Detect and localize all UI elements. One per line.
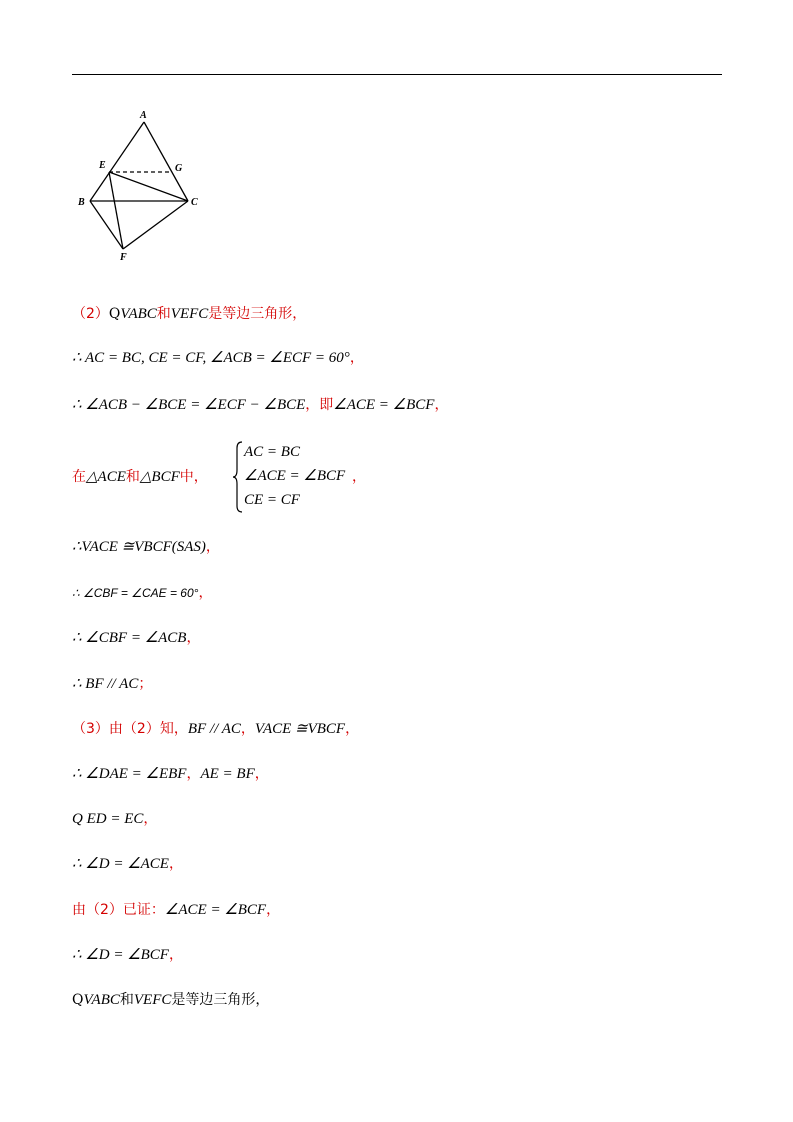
segment-EF — [109, 172, 123, 249]
label-F: F — [120, 252, 127, 263]
line-cbf-acb: ∴ ∠CBF = ∠ACB， — [72, 630, 201, 646]
line-ed-ec: Q ED = EC， — [72, 811, 158, 827]
segment-AC — [144, 122, 188, 201]
system-row-2: ∠ACE = ∠BCF — [244, 468, 346, 484]
label-B: B — [78, 197, 85, 208]
label-A: A — [140, 110, 147, 121]
geometry-figure — [72, 104, 212, 266]
label-G: G — [175, 163, 183, 174]
line-angle-60: ∴ ∠CBF = ∠CAE = 60°， — [72, 585, 213, 601]
line-part3-given: （3）由（2）知，BF // AC，VACE ≅VBCF， — [72, 721, 360, 737]
system-rows — [244, 440, 345, 512]
line-d-bcf: ∴ ∠D = ∠BCF， — [72, 947, 183, 963]
line-proven: 由（2）已证：∠ACE = ∠BCF， — [72, 902, 281, 918]
line-angle-subtract: ∴ ∠ACB − ∠BCE = ∠ECF − ∠BCE，即∠ACE = ∠BCF， — [72, 397, 449, 413]
label-C: C — [191, 197, 198, 208]
line-part2-given: （2）QVABC和VEFC是等边三角形， — [72, 306, 307, 322]
line-dae-ebf: ∴ ∠DAE = ∠EBF，AE = BF， — [72, 766, 269, 782]
line-d-ace: ∴ ∠D = ∠ACE， — [72, 856, 183, 872]
left-brace — [232, 440, 244, 514]
segment-FC — [123, 201, 188, 249]
system-lead: 在△ACE和△BCF中， — [72, 469, 208, 485]
label-E: E — [99, 160, 106, 171]
line-congruent: ∴VACE ≅VBCF(SAS)， — [72, 539, 220, 555]
header-rule — [72, 74, 722, 75]
system-tail: ， — [352, 469, 366, 485]
system-row-3: CE = CF — [244, 492, 300, 508]
line-parallel: ∴ BF // AC； — [72, 676, 153, 692]
segment-EC — [109, 172, 188, 201]
system-row-1: AC = BC — [244, 444, 300, 460]
line-equal-sides: ∴ AC = BC, CE = CF, ∠ACB = ∠ECF = 60°， — [72, 350, 364, 366]
line-equilateral-again: QVABC和VEFC是等边三角形， — [72, 992, 270, 1008]
